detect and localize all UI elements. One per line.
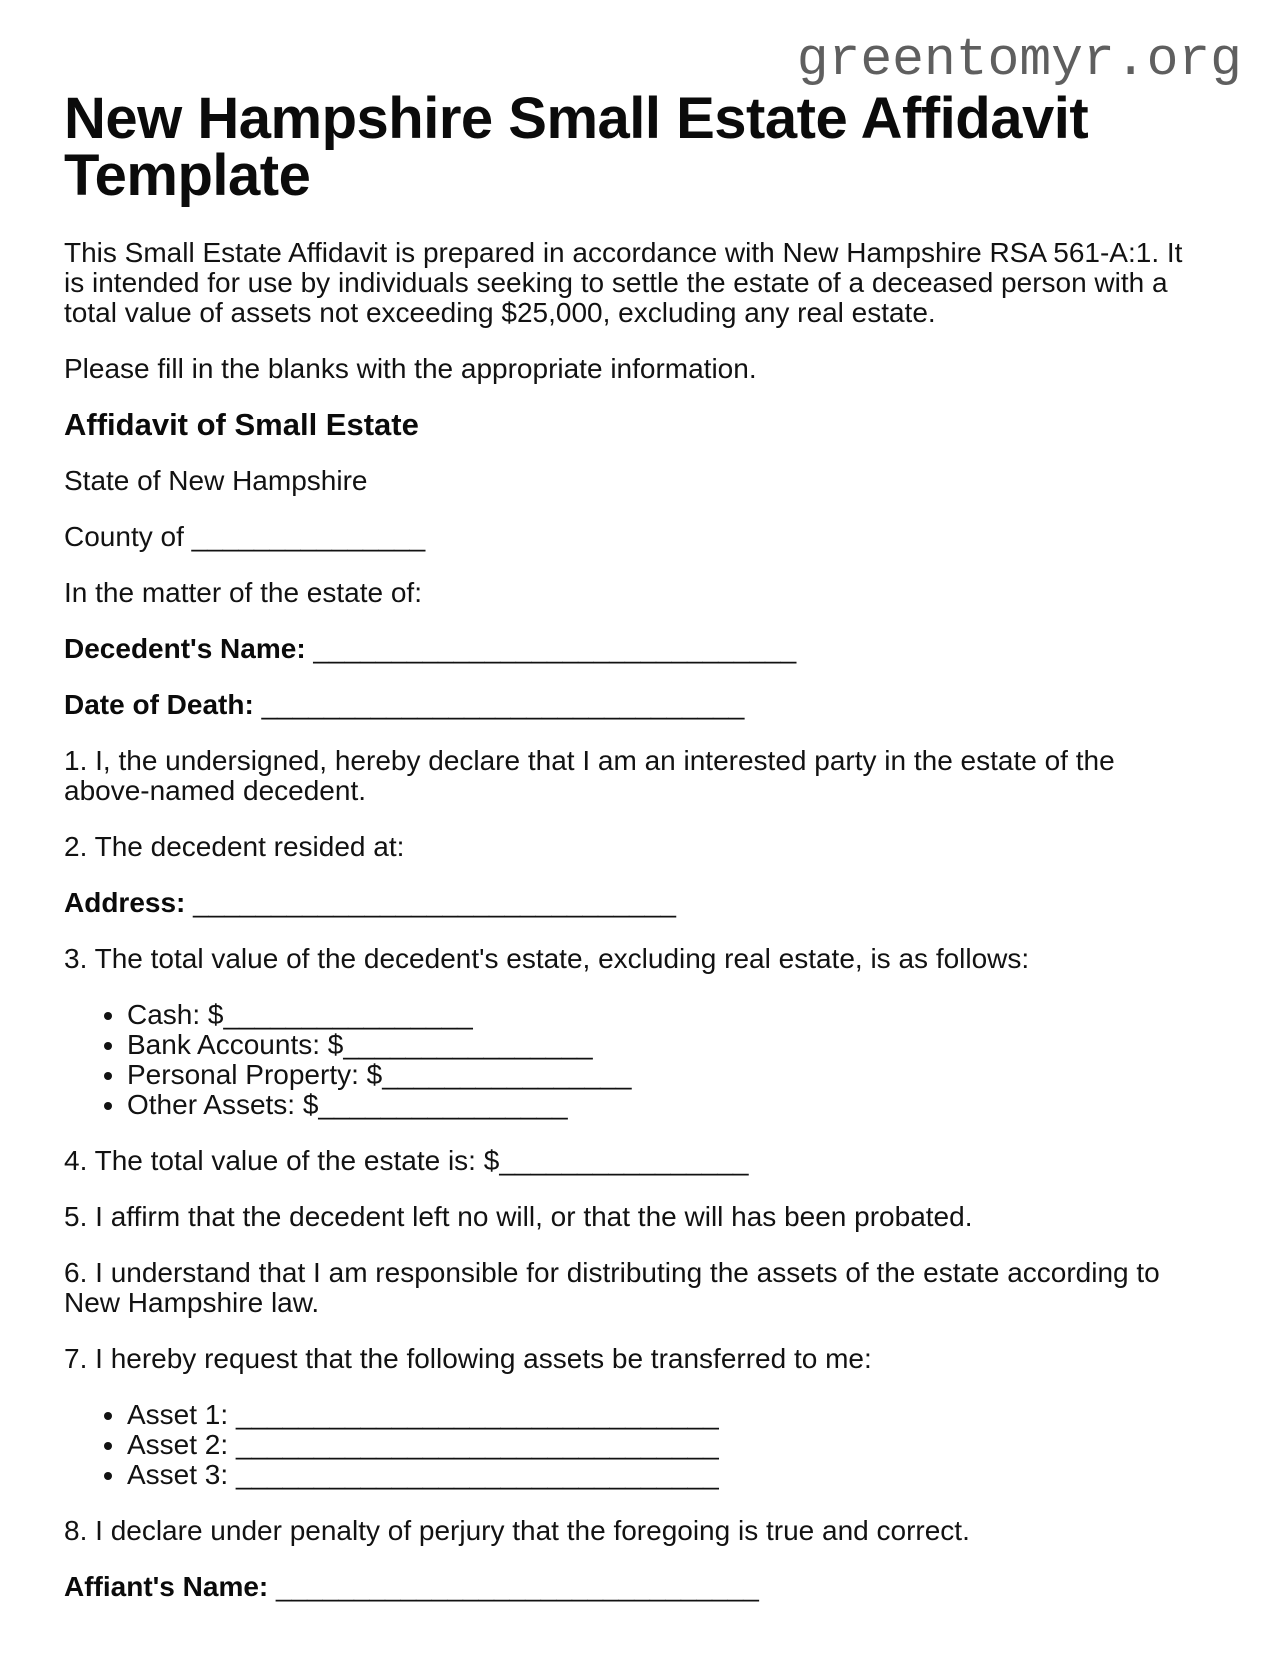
personal-property-label: Personal Property: $ [127,1059,383,1090]
other-assets-fill-blank[interactable]: ________________ [318,1089,568,1120]
decedent-name-fill-blank[interactable]: _______________________________ [313,633,797,664]
asset-1-fill-blank[interactable]: _______________________________ [235,1399,719,1430]
affiant-name-fill-blank[interactable]: _______________________________ [276,1571,759,1602]
statement-3: 3. The total value of the decedent's estate, excluding real estate, is as follows: [64,943,1030,974]
total-value-fill-blank[interactable]: ________________ [499,1145,749,1176]
asset-3-label: Asset 3: [127,1459,236,1490]
statement-4 [64,1146,1198,1176]
county-line [64,522,1198,552]
address-label: Address: [64,887,194,918]
bank-accounts-fill-blank[interactable]: ________________ [343,1029,593,1060]
address-line [64,888,1198,918]
address-fill-blank[interactable]: _______________________________ [193,887,676,918]
list-item-asset-3 [127,1460,1198,1490]
date-of-death-fill-blank[interactable]: _______________________________ [261,689,745,720]
statement-6: 6. I understand that I am responsible for distributing the assets of the estate according to New Hampshire law. [64,1257,1160,1318]
list-item-personal-property [127,1060,1198,1090]
bank-accounts-label: Bank Accounts: $ [127,1029,344,1060]
statement-1: 1. I, the undersigned, hereby declare that I am an interested party in the estate of the above-named decedent. [64,745,1115,806]
total-value-label: 4. The total value of the estate is: $ [64,1145,500,1176]
asset-3-fill-blank[interactable]: _______________________________ [235,1459,719,1490]
asset-2-fill-blank[interactable]: _______________________________ [235,1429,719,1460]
transfer-assets-list [64,1400,1198,1490]
other-assets-label: Other Assets: $ [127,1089,319,1120]
county-label: County of [64,521,192,552]
cash-fill-blank[interactable]: ________________ [223,999,473,1030]
asset-values-list [64,1000,1198,1120]
cash-label: Cash: $ [127,999,224,1030]
intro-paragraph: This Small Estate Affidavit is prepared in accordance with New Hampshire RSA 561-A:1. It is intended for use by individuals seeking to settle the estate of a deceased person with a total value of assets not exceeding $25,000, excluding any real estate. [64,237,1183,328]
matter-line: In the matter of the estate of: [64,577,422,608]
statement-2: 2. The decedent resided at: [64,831,405,862]
site-watermark: greentomyr.org [796,30,1242,90]
personal-property-fill-blank[interactable]: ________________ [382,1059,632,1090]
fill-instruction: Please fill in the blanks with the appropriate information. [64,353,757,384]
page-title: New Hampshire Small Estate Affidavit Template [64,86,1089,208]
date-of-death-label: Date of Death: [64,689,262,720]
county-fill-blank[interactable]: _______________ [191,521,426,552]
state-line: State of New Hampshire [64,465,368,496]
statement-8: 8. I declare under penalty of perjury that the foregoing is true and correct. [64,1515,970,1546]
statement-7: 7. I hereby request that the following assets be transferred to me: [64,1343,872,1374]
list-item-bank-accounts [127,1030,1198,1060]
date-of-death-line [64,690,1198,720]
asset-1-label: Asset 1: [127,1399,236,1430]
asset-2-label: Asset 2: [127,1429,236,1460]
list-item-asset-1 [127,1400,1198,1430]
list-item-cash [127,1000,1198,1030]
decedent-name-label: Decedent's Name: [64,633,314,664]
statement-5: 5. I affirm that the decedent left no will, or that the will has been probated. [64,1201,973,1232]
affiant-name-line [64,1572,1198,1602]
list-item-other-assets [127,1090,1198,1120]
list-item-asset-2 [127,1430,1198,1460]
affidavit-heading: Affidavit of Small Estate [64,407,419,442]
affiant-name-label: Affiant's Name: [64,1571,277,1602]
decedent-name-line [64,634,1198,664]
